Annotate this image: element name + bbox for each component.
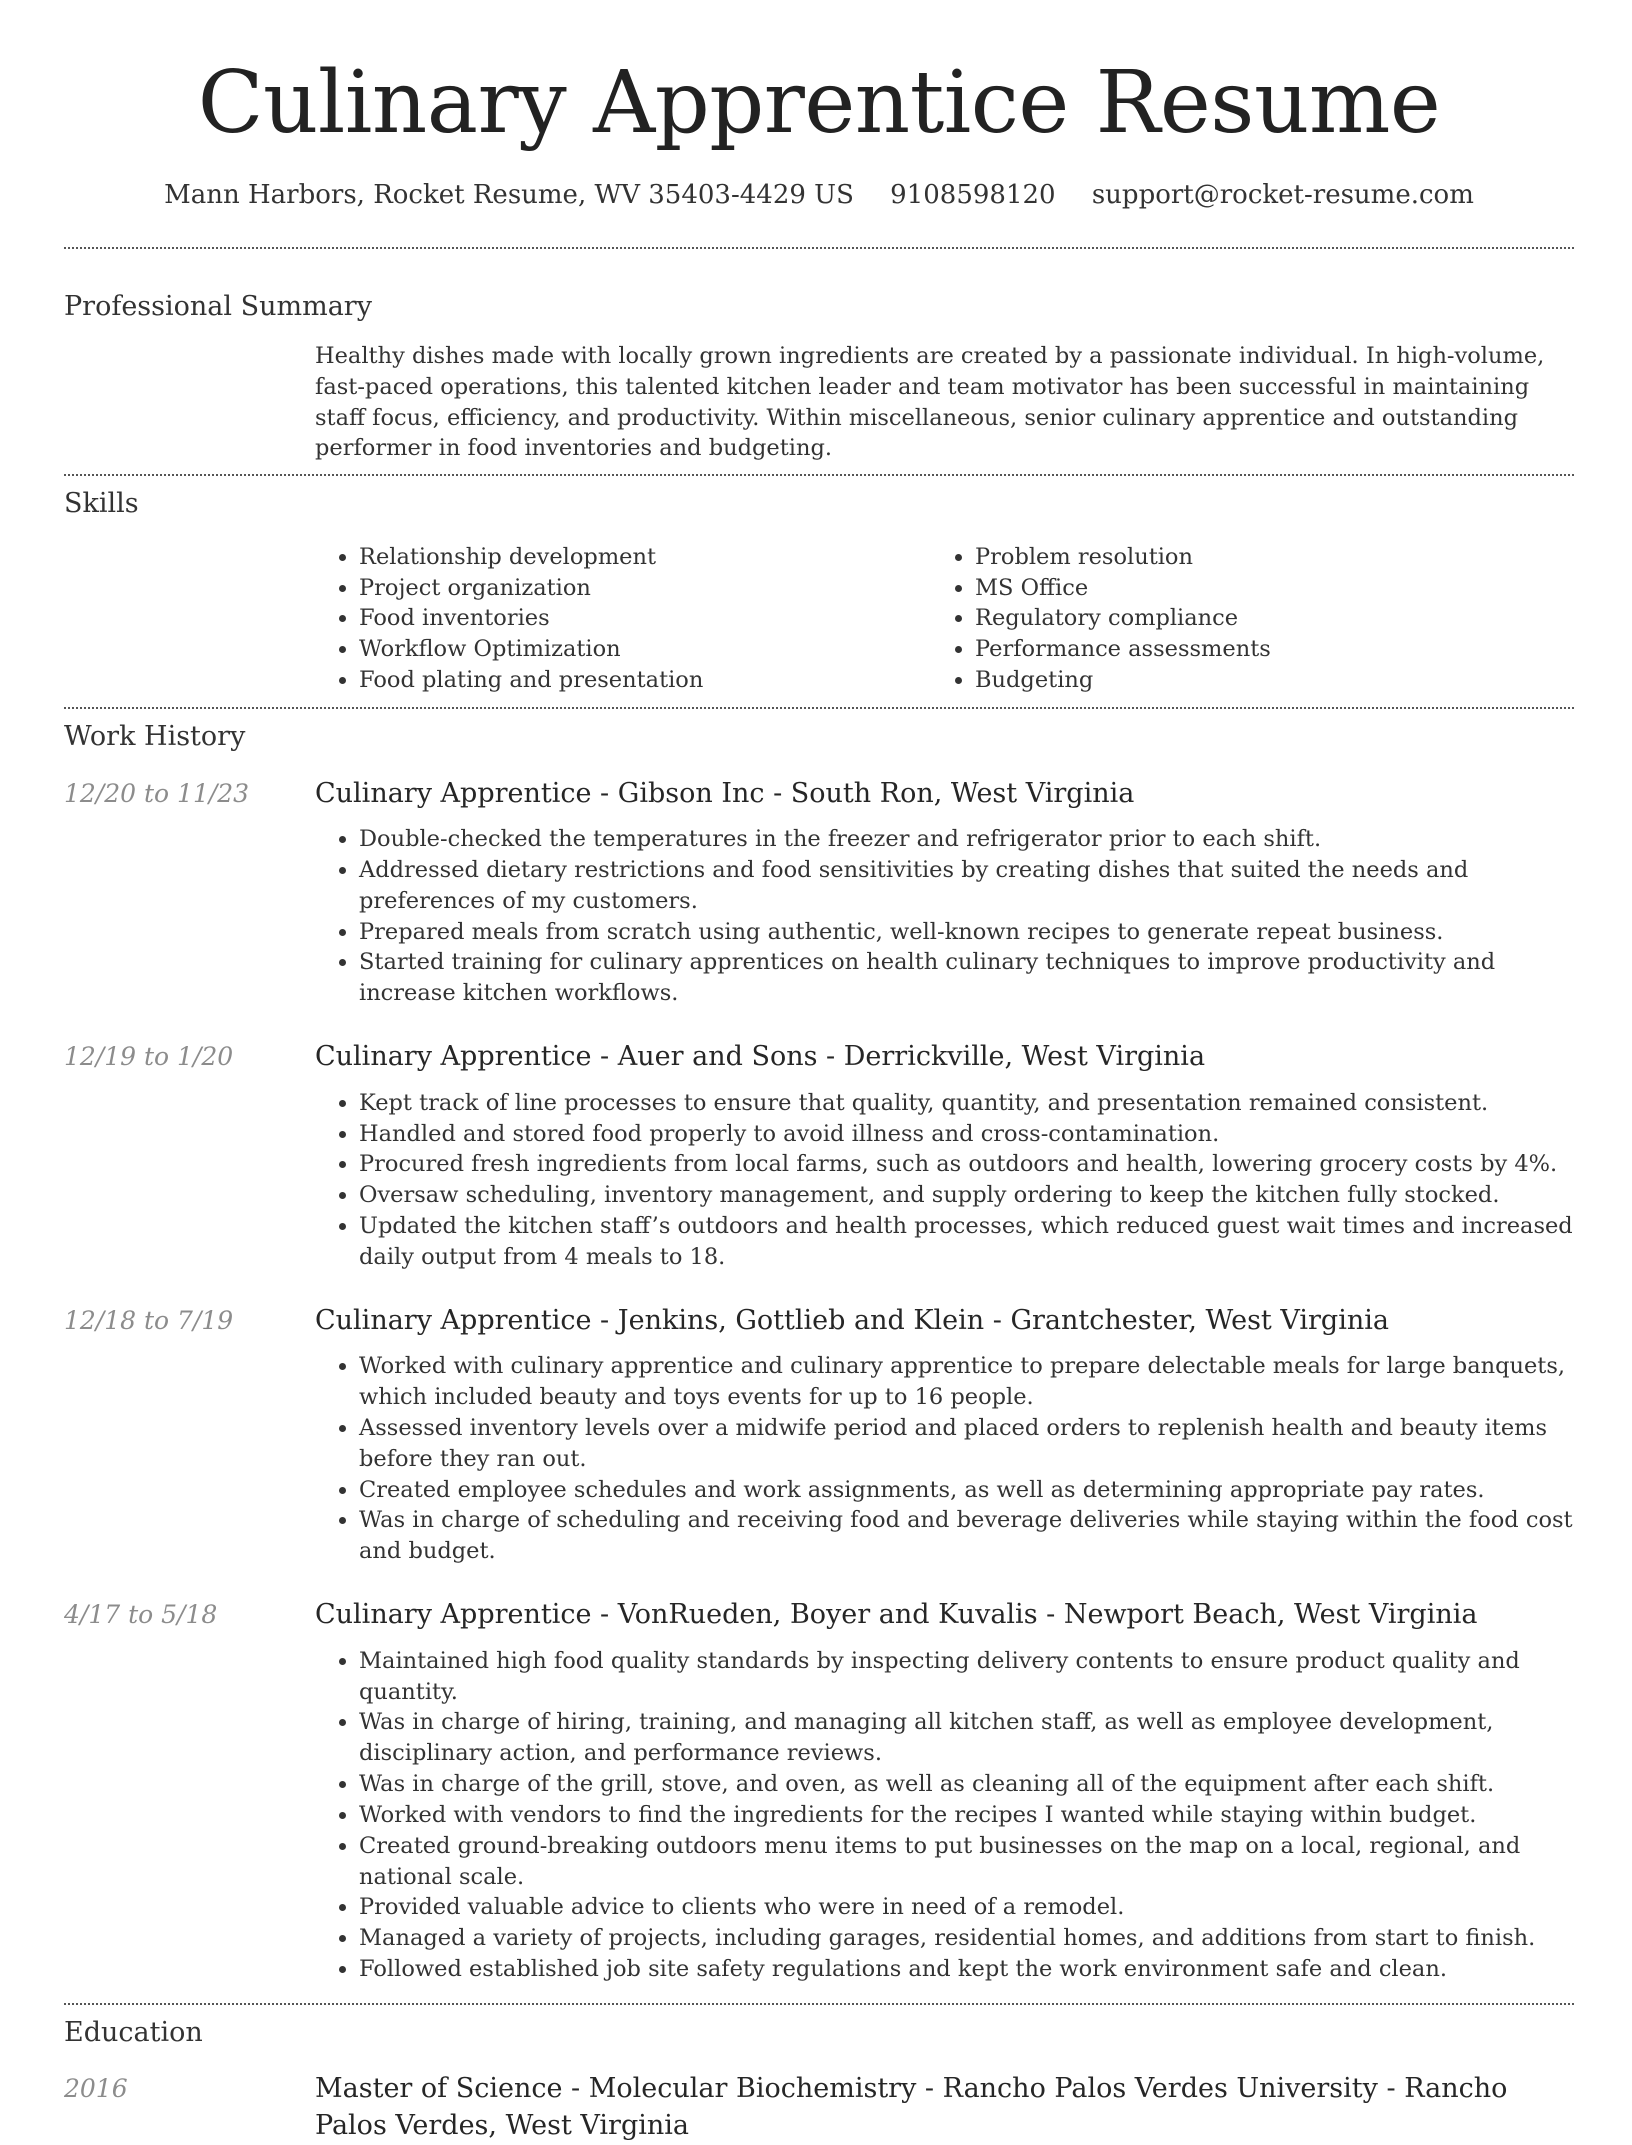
job-bullet: • Was in charge of scheduling and receiving food and beverage deliveries while staying within the food cost and budget. [359, 1505, 1574, 1567]
job-bullet: • Kept track of line processes to ensure that quality, quantity, and presentation remained consistent. [359, 1088, 1574, 1119]
job-bullet: • Addressed dietary restrictions and food sensitivities by creating dishes that suited the needs and preferences of my customers. [359, 855, 1574, 917]
education-entry [64, 2071, 1574, 2144]
skill-item: • Regulatory compliance [975, 603, 1535, 634]
divider [64, 474, 1574, 476]
job-entry [64, 1303, 1574, 1567]
job-bullets [315, 1646, 1574, 1985]
education-dates: 2016 [64, 2074, 128, 2104]
divider [64, 707, 1574, 709]
contact-phone: 9108598120 [890, 180, 1056, 211]
job-bullet: • Worked with vendors to find the ingredients for the recipes I wanted while staying within budget. [359, 1800, 1574, 1831]
skill-item: • Workflow Optimization [359, 634, 931, 665]
resume-page [64, 0, 1574, 2145]
divider [64, 2003, 1574, 2005]
education-heading: Education [64, 2016, 203, 2048]
job-bullet: • Maintained high food quality standards by inspecting delivery contents to ensure product quality and quantity. [359, 1646, 1574, 1708]
contact-address: Mann Harbors, Rocket Resume, WV 35403-4429 US [164, 180, 854, 211]
contact-line [64, 179, 1574, 213]
divider [64, 247, 1574, 249]
skill-item: • Food plating and presentation [359, 665, 931, 696]
job-bullet: • Started training for culinary apprentices on health culinary techniques to improve productivity and increase kitchen workflows. [359, 947, 1574, 1009]
job-bullet: • Oversaw scheduling, inventory management, and supply ordering to keep the kitchen fully stocked. [359, 1180, 1574, 1211]
job-bullet: • Updated the kitchen staff’s outdoors and health processes, which reduced guest wait times and increased daily output from 4 meals to 18. [359, 1211, 1574, 1273]
education-title: Master of Science - Molecular Biochemistry - Rancho Palos Verdes University - Rancho Palos Verdes, West Virginia [315, 2073, 1508, 2141]
summary-heading: Professional Summary [64, 290, 372, 322]
job-entry [64, 1039, 1574, 1273]
skills-section [64, 488, 1574, 695]
job-dates: 4/17 to 5/18 [64, 1600, 218, 1630]
job-entry [64, 776, 1574, 1010]
job-bullets [315, 1351, 1574, 1567]
job-bullets [315, 824, 1574, 1009]
job-dates: 12/18 to 7/19 [64, 1305, 234, 1335]
job-title: Culinary Apprentice - VonRueden, Boyer and Kuvalis - Newport Beach, West Virginia [315, 1599, 1478, 1631]
page-title: Culinary Apprentice Resume [197, 53, 1441, 153]
job-bullet: • Was in charge of hiring, training, and managing all kitchen staff, as well as employee development, disciplinary action, and performance reviews. [359, 1707, 1574, 1769]
summary-section [64, 291, 1574, 464]
work-history-section [64, 721, 1574, 1985]
skill-item: • Budgeting [975, 665, 1535, 696]
skills-heading: Skills [64, 487, 139, 519]
contact-email: support@rocket-resume.com [1091, 180, 1474, 211]
job-bullet: • Was in charge of the grill, stove, and oven, as well as cleaning all of the equipment after each shift. [359, 1769, 1574, 1800]
skill-item: • Project organization [359, 573, 931, 604]
skill-item: • MS Office [975, 573, 1535, 604]
skills-list-left [315, 542, 931, 695]
job-bullet: • Handled and stored food properly to avoid illness and cross-contamination. [359, 1119, 1574, 1150]
skill-item: • Problem resolution [975, 542, 1535, 573]
job-title: Culinary Apprentice - Jenkins, Gottlieb and Klein - Grantchester, West Virginia [315, 1304, 1389, 1336]
job-bullets [315, 1088, 1574, 1273]
job-bullet: • Created ground-breaking outdoors menu items to put businesses on the map on a local, regional, and national scale. [359, 1831, 1574, 1893]
skills-list-right [931, 542, 1535, 695]
job-dates: 12/19 to 1/20 [64, 1042, 234, 1072]
job-bullet: • Created employee schedules and work assignments, as well as determining appropriate pay rates. [359, 1475, 1574, 1506]
skill-item: • Relationship development [359, 542, 931, 573]
job-entry [64, 1597, 1574, 1985]
skill-item: • Performance assessments [975, 634, 1535, 665]
summary-text: Healthy dishes made with locally grown ingredients are created by a passionate individual. In high-volume, fast-paced operations, this talented kitchen leader and team motivator has been successful in maintaining staff focus, efficiency, and productivity. Within miscellaneous, senior culinary apprentice and outstanding performer in food inventories and budgeting. [315, 343, 1545, 462]
job-bullet: • Worked with culinary apprentice and culinary apprentice to prepare delectable meals for large banquets, which included beauty and toys events for up to 16 people. [359, 1351, 1574, 1413]
job-bullet: • Assessed inventory levels over a midwife period and placed orders to replenish health and beauty items before they ran out. [359, 1413, 1574, 1475]
job-bullet: • Provided valuable advice to clients who were in need of a remodel. [359, 1892, 1574, 1923]
job-bullet: • Double-checked the temperatures in the freezer and refrigerator prior to each shift. [359, 824, 1574, 855]
education-section [64, 2017, 1574, 2145]
skill-item: • Food inventories [359, 603, 931, 634]
job-bullet: • Managed a variety of projects, including garages, residential homes, and additions from start to finish. [359, 1923, 1574, 1954]
job-bullet: • Procured fresh ingredients from local farms, such as outdoors and health, lowering grocery costs by 4%. [359, 1149, 1574, 1180]
job-bullet: • Prepared meals from scratch using authentic, well-known recipes to generate repeat business. [359, 917, 1574, 948]
job-dates: 12/20 to 11/23 [64, 778, 250, 808]
job-title: Culinary Apprentice - Gibson Inc - South Ron, West Virginia [315, 777, 1135, 809]
work-history-heading: Work History [64, 721, 246, 753]
job-title: Culinary Apprentice - Auer and Sons - Derrickville, West Virginia [315, 1041, 1206, 1073]
job-bullet: • Followed established job site safety regulations and kept the work environment safe and clean. [359, 1954, 1574, 1985]
